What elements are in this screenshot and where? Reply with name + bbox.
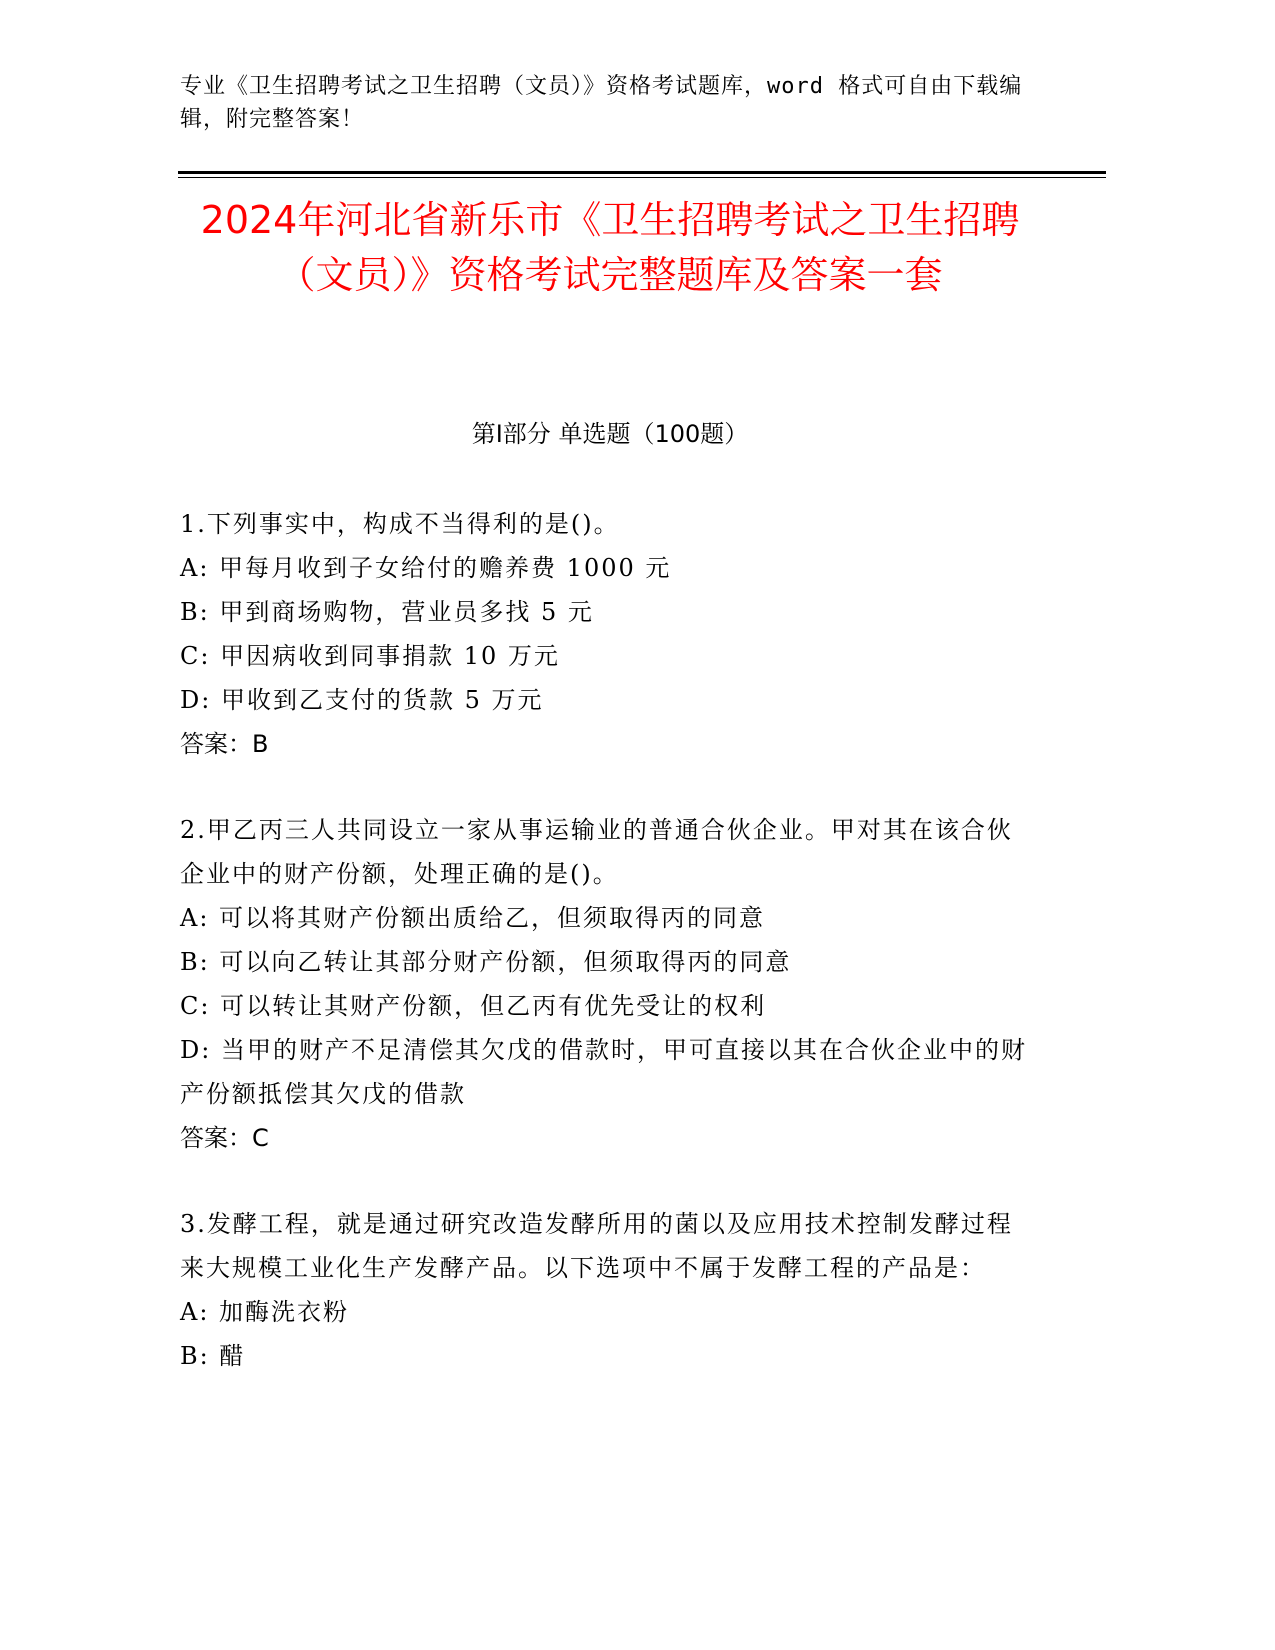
answer: 答案：B <box>180 730 269 758</box>
option-d: D: 甲收到乙支付的货款 5 万元 <box>180 686 544 714</box>
option-d: D: 当甲的财产不足清偿其欠戊的借款时，甲可直接以其在合伙企业中的财产份额抵偿其欠戊的借款 <box>180 1036 1027 1108</box>
question-1 <box>180 502 1030 766</box>
option-a: A: 甲每月收到子女给付的赡养费 1000 元 <box>180 554 672 582</box>
question-2 <box>180 808 1030 1160</box>
answer: 答案：C <box>180 1124 269 1152</box>
question-text: 1.下列事实中，构成不当得利的是()。 <box>180 510 620 538</box>
header-divider-thin <box>178 177 1106 178</box>
option-c: C: 甲因病收到同事捐款 10 万元 <box>180 642 560 670</box>
option-a: A: 加酶洗衣粉 <box>180 1298 350 1326</box>
document-title: 2024年河北省新乐市《卫生招聘考试之卫生招聘（文员）》资格考试完整题库及答案一套 <box>200 198 1020 297</box>
option-b: B: 可以向乙转让其部分财产份额，但须取得丙的同意 <box>180 948 792 976</box>
header-divider-thick <box>178 171 1106 174</box>
option-b: B: 醋 <box>180 1342 246 1370</box>
question-text: 2.甲乙丙三人共同设立一家从事运输业的普通合伙企业。甲对其在该合伙企业中的财产份额，处理正确的是()。 <box>180 816 1013 888</box>
option-a: A: 可以将其财产份额出质给乙，但须取得丙的同意 <box>180 904 766 932</box>
option-c: C: 可以转让其财产份额，但乙丙有优先受让的权利 <box>180 992 767 1020</box>
header-note: 专业《卫生招聘考试之卫生招聘（文员）》资格考试题库，word 格式可自由下载编辑，附完整答案！ <box>180 74 1023 132</box>
section-title: 第Ⅰ部分 单选题（100题） <box>471 420 749 448</box>
question-3 <box>180 1202 1030 1378</box>
question-text: 3.发酵工程，就是通过研究改造发酵所用的菌以及应用技术控制发酵过程来大规模工业化生产发酵产品。以下选项中不属于发酵工程的产品是： <box>180 1210 1013 1282</box>
option-b: B: 甲到商场购物，营业员多找 5 元 <box>180 598 594 626</box>
question-list <box>180 502 1030 1378</box>
